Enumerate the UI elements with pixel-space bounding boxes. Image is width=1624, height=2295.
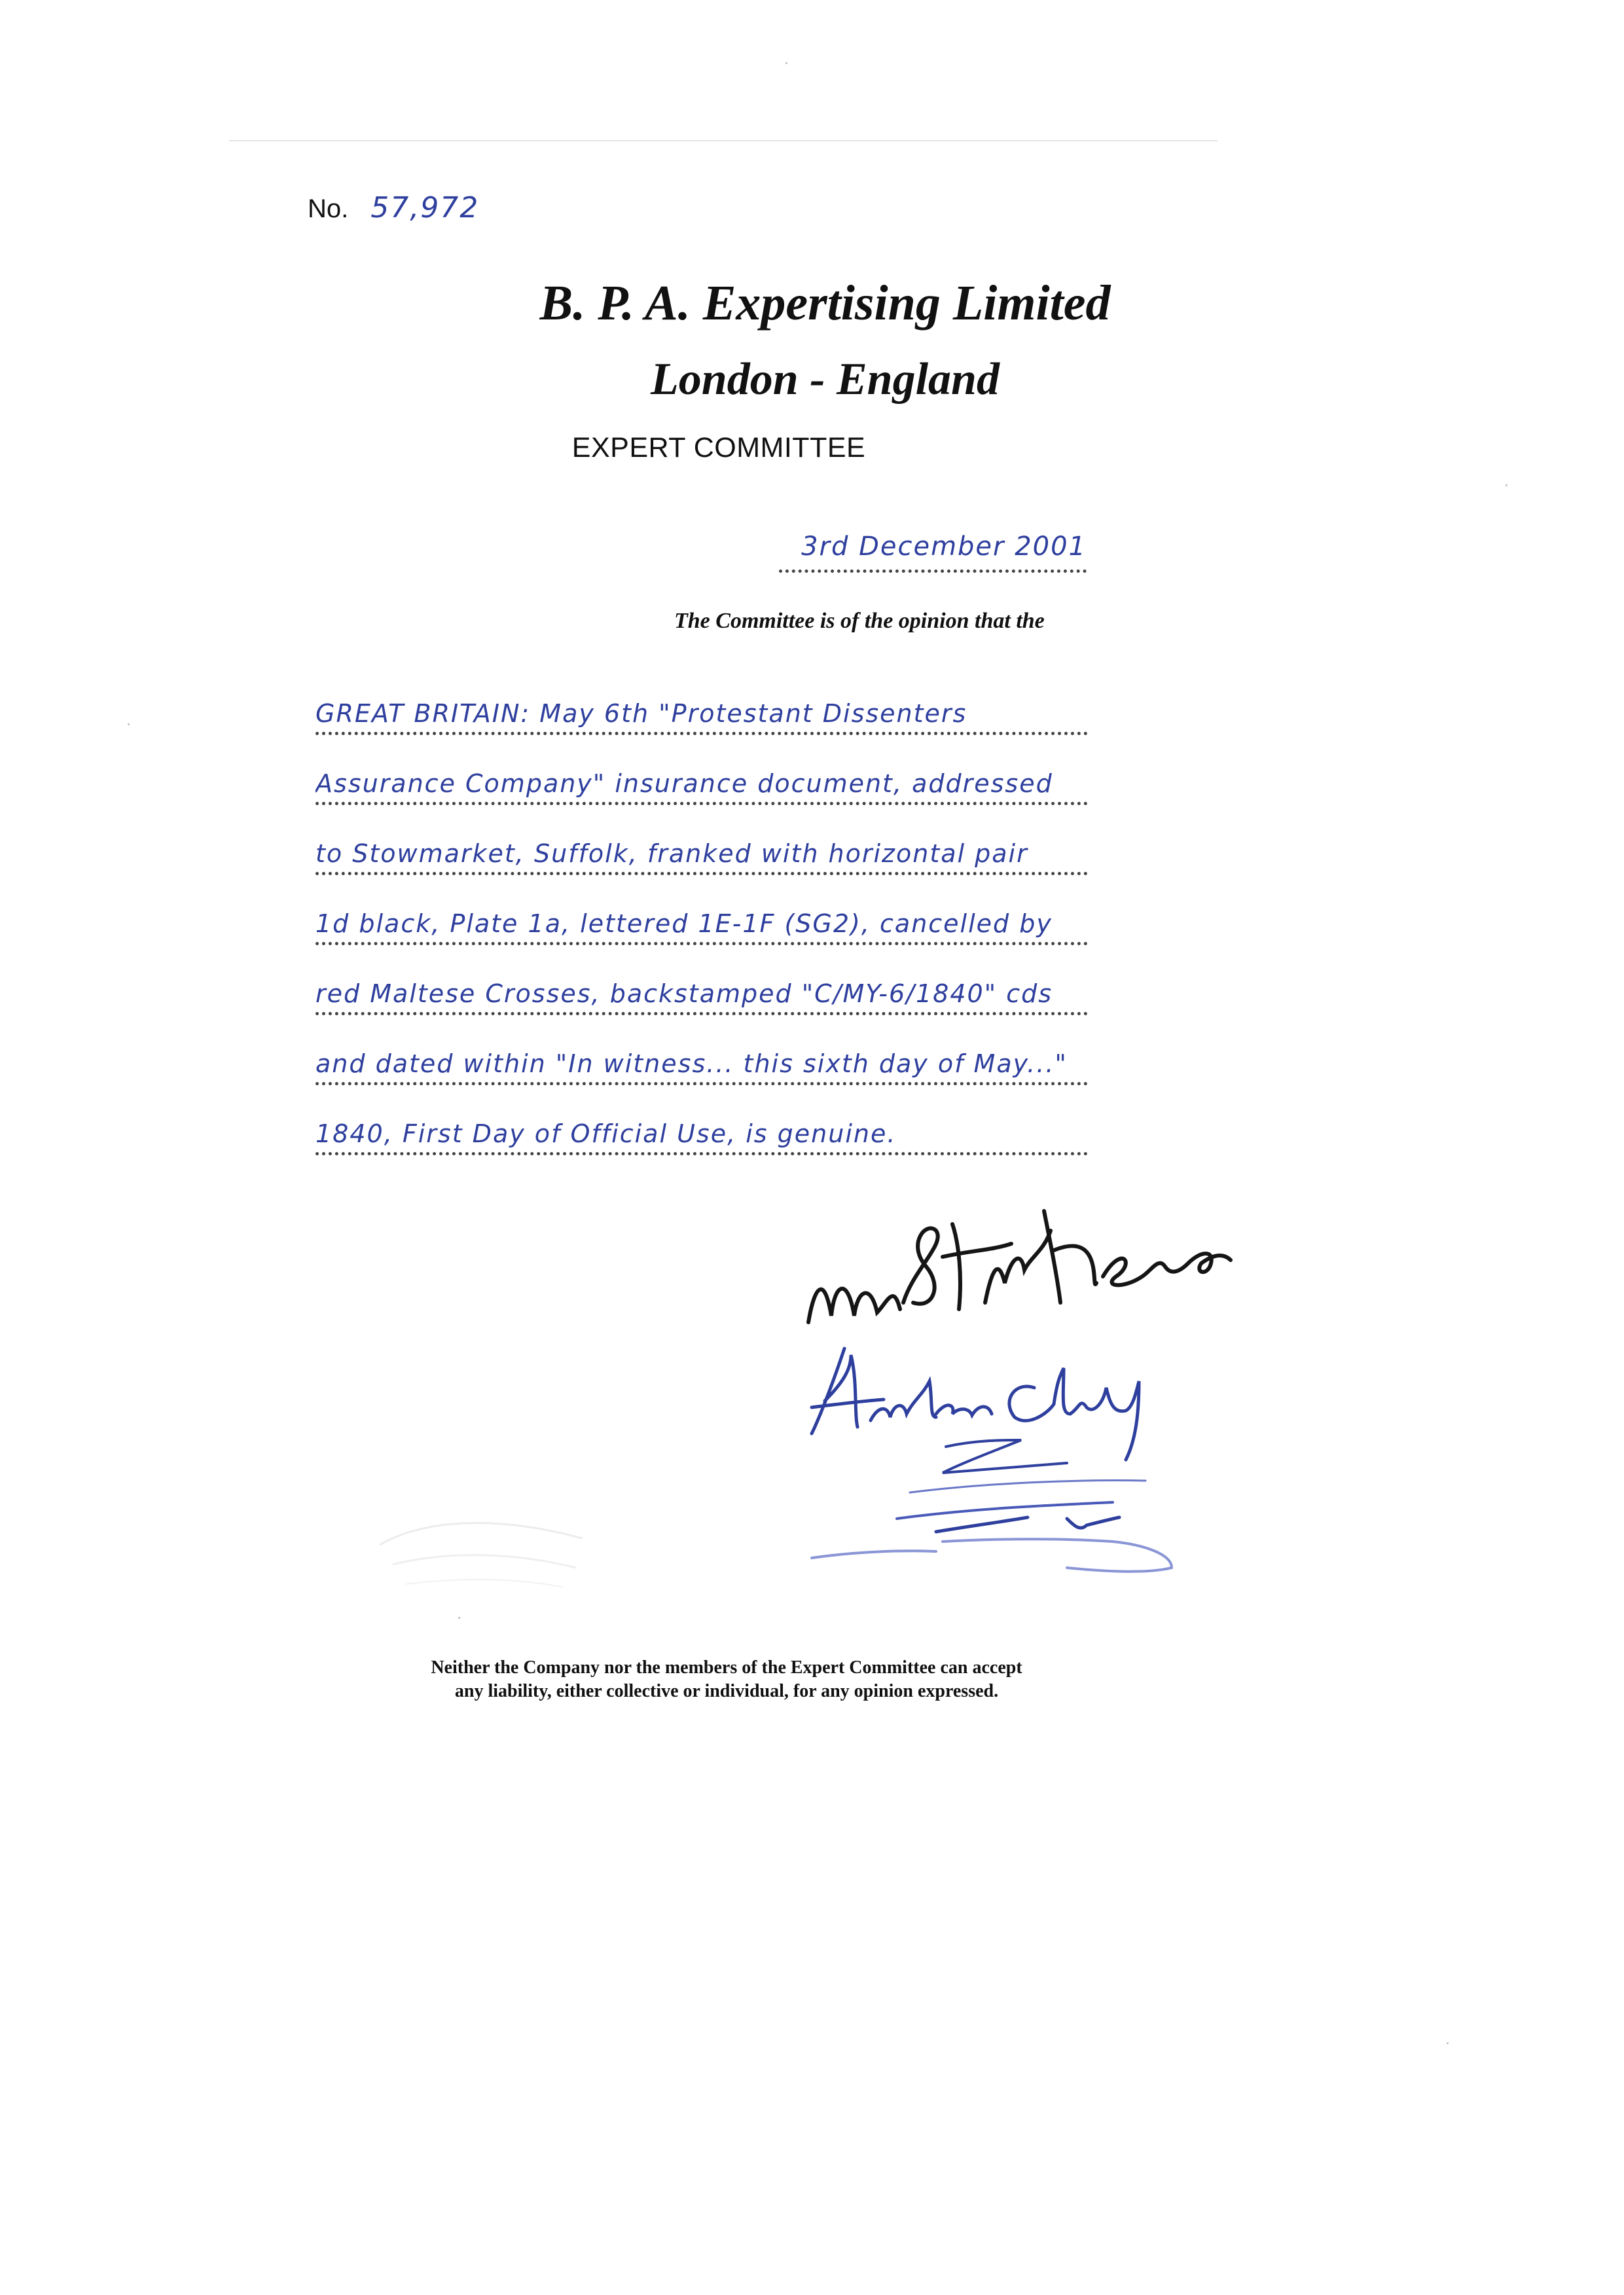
opinion-line [316,1106,1088,1155]
date-field [779,532,1087,573]
opinion-line-text: to Stowmarket, Suffolk, franked with horizontal pair [316,839,1028,868]
signature-first [795,1204,1240,1335]
disclaimer-line: Neither the Company nor the members of the Expert Committee can accept [431,1657,1022,1678]
liability-disclaimer [0,1656,1453,1703]
opinion-line-text: 1d black, Plate 1a, lettered 1E-1F (SG2), cancelled by [316,909,1053,938]
opinion-line [316,756,1088,805]
certificate-number-value: 57,972 [370,191,480,225]
opinion-intro: The Committee is of the opinion that the [674,609,1045,633]
company-name: B. P. A. Expertising Limited [539,276,1111,331]
certificate-number [308,191,479,225]
paper-speck [458,1617,460,1619]
embossed-seal [367,1479,602,1597]
opinion-line-text: red Maltese Crosses, backstamped "C/MY-6/1840" cds [316,979,1053,1008]
opinion-line [316,826,1088,875]
committee-heading: EXPERT COMMITTEE [571,432,866,463]
paper-speck [1447,2042,1449,2044]
opinion-line-text: Assurance Company" insurance document, addressed [316,769,1053,798]
paper-speck [128,723,130,725]
opinion-line [316,896,1088,945]
opinion-line-text: 1840, First Day of Official Use, is genuine. [316,1119,897,1148]
signature-second [805,1342,1198,1584]
certificate-number-label: No. [308,194,349,223]
opinion-line [316,1036,1088,1085]
opinion-line-text: and dated within "In witness... this sixth day of May..." [316,1049,1068,1078]
opinion-line [316,686,1088,735]
top-rule [229,140,1218,141]
date-value: 3rd December 2001 [801,532,1087,562]
paper-speck [1506,484,1507,486]
disclaimer-line: any liability, either collective or individual, for any opinion expressed. [454,1681,999,1701]
paper-speck [785,62,787,64]
opinion-line-text: GREAT BRITAIN: May 6th "Protestant Dissenters [316,699,967,728]
company-location: London - England [651,354,1000,405]
opinion-line [316,966,1088,1015]
